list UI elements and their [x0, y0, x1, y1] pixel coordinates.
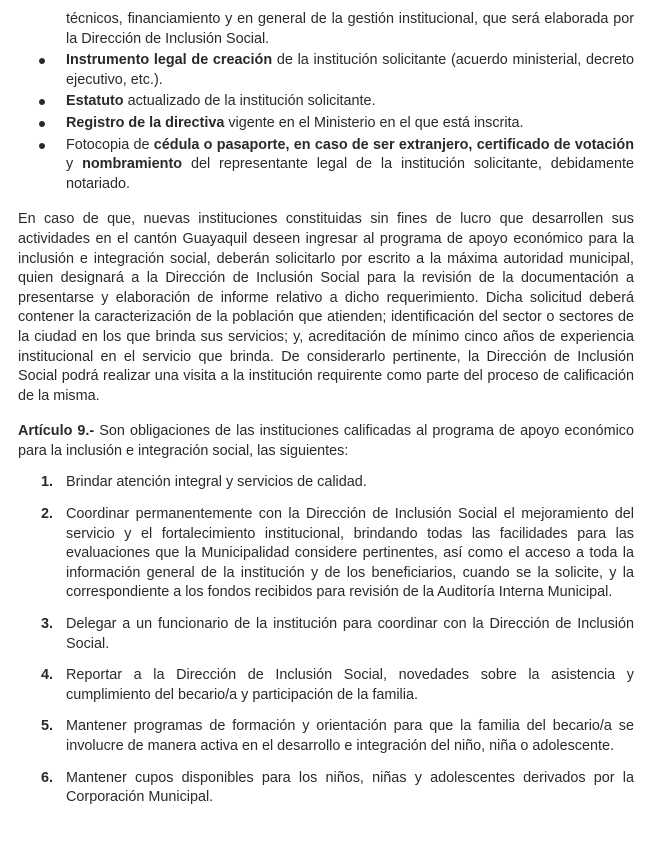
item-number: 1. [41, 474, 54, 491]
list-item [66, 51, 634, 90]
item-text: Mantener cupos disponibles para los niños, niñas y adolescentes derivados por la Corporación Municipal. [66, 769, 634, 806]
item-text: Coordinar permanentemente con la Dirección de Inclusión Social el mejoramiento del servicio y el fortalecimiento institucional, brindando todas las facilidades para las evaluaciones que la Municipalidad considere pertinentes, así como el acceso a toda la información general de la institución y de los beneficiarios, cuando se la solicite, y la correspondiente a los fondos recibidos para revisión de la Auditoría Interna Municipal. [66, 506, 634, 601]
item-bold: nombramiento [82, 156, 183, 173]
item-number: 2. [41, 506, 54, 523]
list-item [41, 666, 634, 705]
item-text: Fotocopia de [66, 136, 154, 153]
item-text: Delegar a un funcionario de la institución para coordinar con la Dirección de Inclusión Social. [66, 616, 634, 652]
list-item [66, 114, 634, 134]
item-text: del representante legal de la institución solicitante, debidamente notariado. [66, 156, 634, 192]
article-intro [18, 422, 634, 461]
item-text: Brindar atención integral y servicios de calidad. [66, 474, 367, 491]
item-text: Reportar a la Dirección de Inclusión Social, novedades sobre la asistencia y cumplimiento del becario/a y participación de la familia. [66, 667, 634, 703]
list-item [41, 717, 634, 756]
list-item [41, 473, 634, 493]
requirements-list [18, 51, 634, 194]
list-item [66, 136, 634, 195]
item-number: 5. [41, 718, 54, 735]
item-bold: Registro de la directiva [66, 114, 225, 131]
item-number: 6. [41, 769, 54, 786]
item-text: y [66, 156, 83, 173]
item-text: Mantener programas de formación y orientación para que la familia del becario/a se involucre de manera activa en el desarrollo e integración del niño, niña o adolescente. [66, 718, 634, 754]
list-item [41, 769, 634, 808]
list-item [41, 615, 634, 654]
list-item [66, 92, 634, 112]
item-bold: Estatuto [66, 93, 124, 110]
item-number: 4. [41, 667, 54, 684]
bullet-icon [39, 58, 45, 64]
bullet-icon [39, 99, 45, 105]
body-paragraph: En caso de que, nuevas instituciones constituidas sin fines de lucro que desarrollen sus actividades en el cantón Guayaquil deseen ingresar al programa de apoyo económico para la inclusión e integración social, deberán solicitarlo por escrito a la máxima autoridad municipal, quien designará a la Dirección de Inclusión Social para la revisión de la documentación a presentarse y elaboración de informe relativo a dicho requerimiento. Dicha solicitud deberá contener la caracterización de la población que atienden; identificación del sector o sectores de la ciudad en los que brinda sus servicios; y, acreditación de mínimo cinco años de experiencia institucional en el servicio que brinda. De considerarlo pertinente, la Dirección de Inclusión Social podrá realizar una visita a la institución requirente como parte del proceso de calificación de la misma. [18, 211, 634, 404]
item-text: de la institución solicitante (acuerdo ministerial, decreto ejecutivo, etc.). [66, 52, 634, 88]
obligations-list [18, 473, 634, 807]
item-text: vigente en el Ministerio en el que está inscrita. [224, 114, 524, 131]
list-item [41, 505, 634, 603]
item-number: 3. [41, 616, 54, 633]
item-text: actualizado de la institución solicitante. [123, 93, 376, 110]
bullet-icon [39, 121, 45, 127]
article-heading: Artículo 9.- [18, 423, 95, 440]
continuation-text: técnicos, financiamiento y en general de la gestión institucional, que será elaborada por la Dirección de Inclusión Social. [66, 11, 634, 47]
article-intro-text: Son obligaciones de las instituciones calificadas al programa de apoyo económico para la inclusión e integración social, las siguientes: [18, 423, 634, 459]
item-bold: Instrumento legal de creación [66, 52, 273, 69]
bullet-icon [39, 143, 45, 149]
item-bold: cédula o pasaporte, en caso de ser extranjero, certificado de votación [153, 136, 634, 153]
